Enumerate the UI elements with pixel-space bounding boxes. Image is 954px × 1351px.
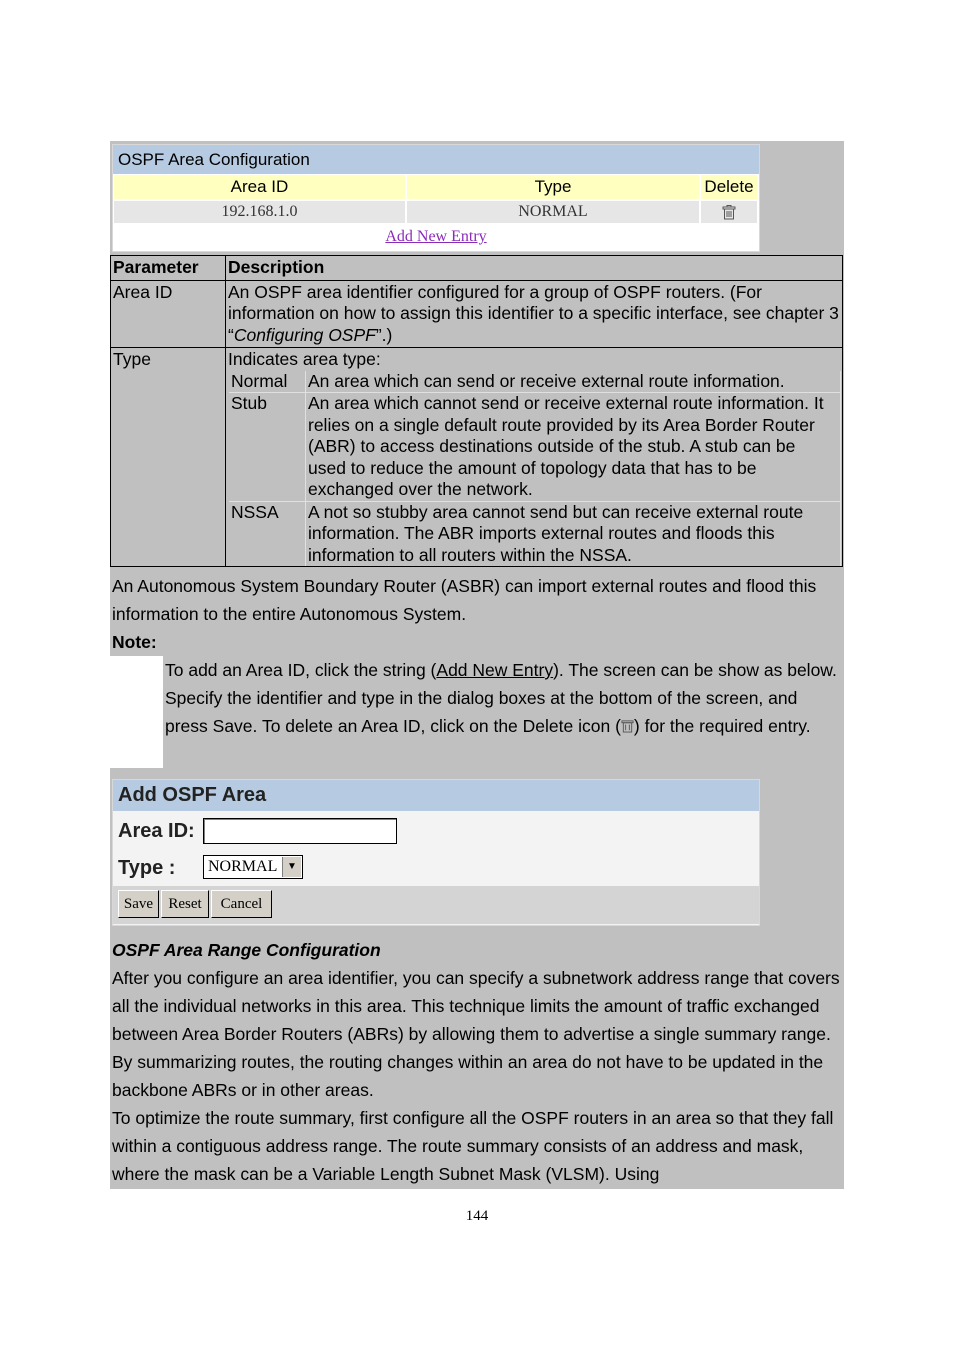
add-panel-title: Add OSPF Area — [113, 780, 759, 811]
config-panel-title: OSPF Area Configuration — [113, 145, 759, 174]
type-desc: An area which can send or receive external route information. — [306, 371, 841, 393]
button-bar — [113, 886, 759, 924]
note-part: ). The screen can be show as below. Specify the identifier and type in the dialog boxes at the bottom of the screen, and press Save. To delete an Area ID, click on the Delete icon ( — [165, 660, 837, 736]
area-id-input[interactable] — [203, 818, 397, 844]
header-parameter: Parameter — [111, 256, 226, 281]
parameter-table — [110, 255, 843, 567]
trash-icon — [621, 719, 634, 733]
row-type: NORMAL — [407, 201, 699, 223]
type-intro: Indicates area type: — [228, 349, 381, 369]
type-name: Stub — [229, 393, 306, 502]
type-desc: An area which cannot send or receive external route information. It relies on a single default route provided by its Area Border Router (ABR) to access destinations outside of the stub. A stub can be used to reduce the amount of topology data that has to be exchanged over the network. — [306, 393, 841, 502]
asbr-paragraph: An Autonomous System Boundary Router (ASBR) can import external routes and flood this information to the entire Autonomous System. — [112, 576, 817, 624]
list-item — [229, 393, 841, 502]
column-header-type: Type — [407, 175, 699, 199]
chevron-down-icon[interactable]: ▼ — [282, 857, 301, 877]
list-item — [229, 371, 841, 393]
param-area-id: Area ID — [111, 280, 226, 348]
desc-italic: Configuring OSPF — [233, 324, 376, 345]
range-paragraph-2: To optimize the route summary, first configure all the OSPF routers in an area so that they fall within a contiguous address range. The route summary consists of an address and mask, where the mask can be a Variable Length Subnet Mask (VLSM). Using — [112, 1108, 834, 1184]
note-part: To add an Area ID, click the string ( — [165, 660, 437, 680]
type-select[interactable] — [203, 855, 303, 879]
note-text — [165, 656, 841, 740]
type-select-value: NORMAL — [208, 858, 278, 875]
section-title: OSPF Area Range Configuration — [112, 940, 381, 960]
note-part: ) for the required entry. — [633, 716, 811, 736]
range-paragraph-1: After you configure an area identifier, you can specify a subnetwork address range that covers all the individual networks in this area. This technique limits the amount of traffic exchanged between Area Border Routers (ABRs) by allowing them to advertise a single summary range. By summarizing routes, the routing changes within an area do not have to be updated in the backbone ABRs or in other areas. — [112, 968, 840, 1100]
type-name: Normal — [229, 371, 306, 393]
desc-area-id — [226, 280, 843, 348]
row-delete[interactable] — [701, 201, 757, 223]
ospf-area-config-panel — [112, 144, 760, 252]
add-ospf-area-panel — [112, 779, 760, 926]
desc-text-end: ”.) — [375, 324, 393, 345]
list-item — [229, 501, 841, 566]
type-list — [229, 371, 841, 567]
column-header-area-id: Area ID — [114, 175, 405, 199]
reset-button[interactable]: Reset — [161, 890, 209, 918]
cancel-button[interactable]: Cancel — [211, 890, 272, 918]
page-number: 144 — [465, 1208, 489, 1224]
desc-type — [226, 348, 843, 567]
desc-text: An OSPF area identifier configured for a group of OSPF routers. (For information on how to assign this identifier to a specific interface, see chapter 3 “ — [228, 281, 839, 345]
type-name: NSSA — [229, 501, 306, 566]
table-header-row — [111, 256, 843, 281]
note-label: Note: — [112, 632, 157, 652]
add-new-entry-row — [113, 225, 759, 249]
trash-icon[interactable] — [722, 205, 736, 220]
table-row — [111, 348, 843, 567]
add-new-entry-link[interactable]: Add New Entry — [385, 228, 487, 245]
header-description: Description — [226, 256, 843, 281]
type-label: Type : — [118, 857, 176, 879]
row-area-id: 192.168.1.0 — [114, 201, 405, 223]
save-button[interactable]: Save — [118, 890, 159, 918]
type-desc: A not so stubby area cannot send but can receive external route information. The ABR imports external routes and floods this information to all routers within the NSSA. — [306, 501, 841, 566]
table-row — [111, 280, 843, 348]
note-indent — [110, 656, 163, 768]
area-id-label: Area ID: — [118, 820, 195, 842]
note-link: Add New Entry — [436, 660, 554, 680]
column-header-delete: Delete — [701, 175, 757, 199]
param-type: Type — [111, 348, 226, 567]
